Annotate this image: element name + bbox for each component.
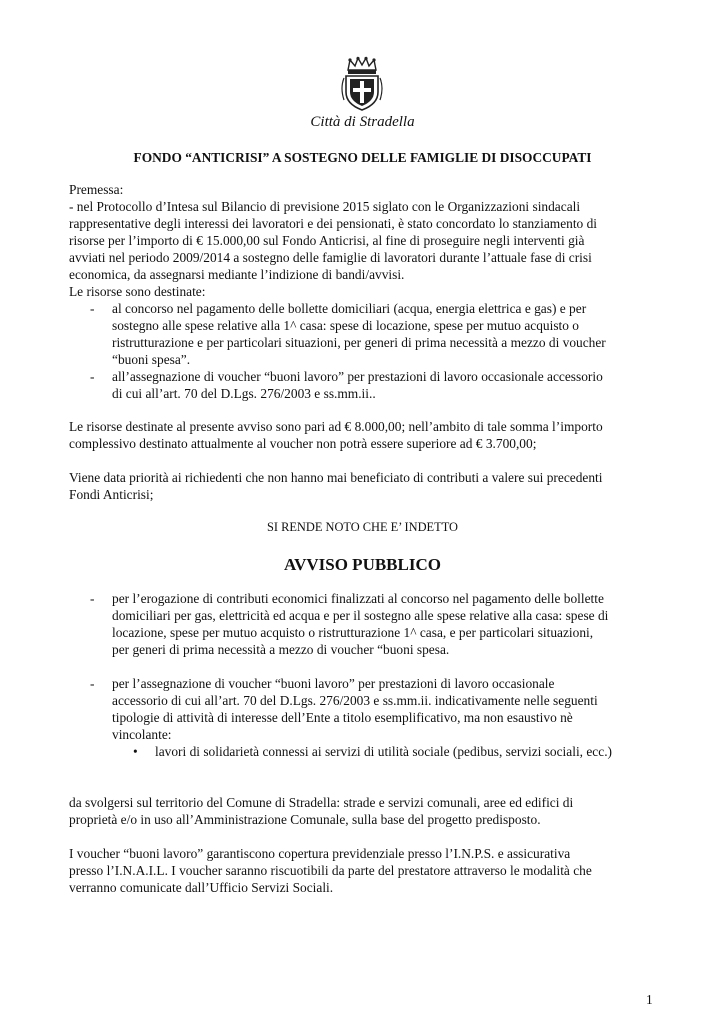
priorita-line: Viene data priorità ai richiedenti che non hanno mai beneficiato di contributi a valere sui precedenti	[69, 470, 603, 485]
list-item-line: per generi di prima necessità a mezzo di voucher “buoni spesa.	[112, 642, 450, 657]
territorio-line: da svolgersi sul territorio del Comune di Stradella: strade e servizi comunali, aree ed edifici di	[69, 795, 574, 810]
premessa-line: avviati nel periodo 2009/2014 a sostegno delle famiglie di lavoratori durante l’attuale fase di crisi	[69, 250, 592, 265]
list-item-line: vincolante:	[112, 727, 172, 742]
premessa-line: rappresentative degli interessi dei lavoratori e dei pensionati, è stato concordato lo stanziamento di	[69, 216, 598, 231]
risorse-label: Le risorse sono destinate:	[69, 284, 206, 299]
priorita-line: Fondi Anticrisi;	[69, 487, 154, 502]
list-item-line: “buoni spesa”.	[112, 352, 191, 367]
bullet-icon: •	[133, 744, 138, 759]
list-item-line: all’assegnazione di voucher “buoni lavoro” per prestazioni di lavoro occasionale accessorio	[112, 369, 603, 384]
premessa-label: Premessa:	[69, 182, 124, 197]
list-item-line: per l’erogazione di contributi economici finalizzati al concorso nel pagamento delle bollette	[112, 591, 604, 606]
list-item-line: accessorio di cui all’art. 70 del D.Lgs. 276/2003 e ss.mm.ii. indicativamente nelle seguenti	[112, 693, 598, 708]
voucher-line: presso l’I.N.A.I.L. I voucher saranno riscuotibili da parte del prestatore attraverso le modalità che	[69, 863, 592, 878]
town-name: Città di Stradella	[310, 114, 415, 130]
territorio-line: proprietà e/o in uso all’Amministrazione Comunale, sulla base del progetto predisposto.	[69, 812, 541, 827]
premessa-line: - nel Protocollo d’Intesa sul Bilancio di previsione 2015 siglato con le Organizzazioni sindacali	[69, 199, 581, 214]
importo-line: complessivo destinato attualmente al voucher non potrà essere superiore ad € 3.700,00;	[69, 436, 537, 451]
list-item-line: per l’assegnazione di voucher “buoni lavoro” per prestazioni di lavoro occasionale	[112, 676, 555, 691]
list-dash: -	[90, 591, 95, 606]
list-item-line: tipologie di attività di interesse dell’Ente a titolo esemplificativo, ma non esaustivo nè	[112, 710, 573, 725]
importo-line: Le risorse destinate al presente avviso sono pari ad € 8.000,00; nell’ambito di tale somma l’importo	[69, 419, 603, 434]
page-number: 1	[646, 992, 653, 1007]
list-item-line: locazione, spese per mutuo acquisto o ristrutturazione 1^ casa, e per particolari situazioni,	[112, 625, 594, 640]
list-dash: -	[90, 676, 95, 691]
avviso-title: AVVISO PUBBLICO	[284, 555, 441, 574]
premessa-line: economica, da assegnarsi mediante l’indizione di bandi/avvisi.	[69, 267, 405, 282]
list-item-line: ristrutturazione e per particolari situazioni, per generi di prima necessità a mezzo di voucher	[112, 335, 606, 350]
list-item-line: sostegno alle spese relative alla 1^ casa: spese di locazione, spese per mutuo acquisto o	[112, 318, 579, 333]
list-item-line: di cui all’art. 70 del D.Lgs. 276/2003 e ss.mm.ii..	[112, 386, 376, 401]
voucher-line: I voucher “buoni lavoro” garantiscono copertura previdenziale presso l’I.N.P.S. e assicurativa	[69, 846, 571, 861]
list-item-line: al concorso nel pagamento delle bollette domiciliari (acqua, energia elettrica e gas) e per	[112, 301, 587, 316]
list-dash: -	[90, 301, 95, 316]
town-crest-icon	[340, 56, 384, 112]
premessa-line: risorse per l’importo di € 15.000,00 sul Fondo Anticrisi, al fine di proseguire negli interventi già	[69, 233, 585, 248]
bullet-item-text: lavori di solidarietà connessi ai servizi di utilità sociale (pedibus, servizi sociali, ecc.)	[155, 744, 612, 759]
list-dash: -	[90, 369, 95, 384]
list-item-line: domiciliari per gas, elettricità ed acqua e per il sostegno alle spese relative alla casa: spese di	[112, 608, 609, 623]
document-title: FONDO “ANTICRISI” A SOSTEGNO DELLE FAMIGLIE DI DISOCCUPATI	[133, 150, 592, 165]
notice-text: SI RENDE NOTO CHE E’ INDETTO	[266, 520, 458, 534]
voucher-line: verranno comunicate dall’Ufficio Servizi Sociali.	[69, 880, 334, 895]
